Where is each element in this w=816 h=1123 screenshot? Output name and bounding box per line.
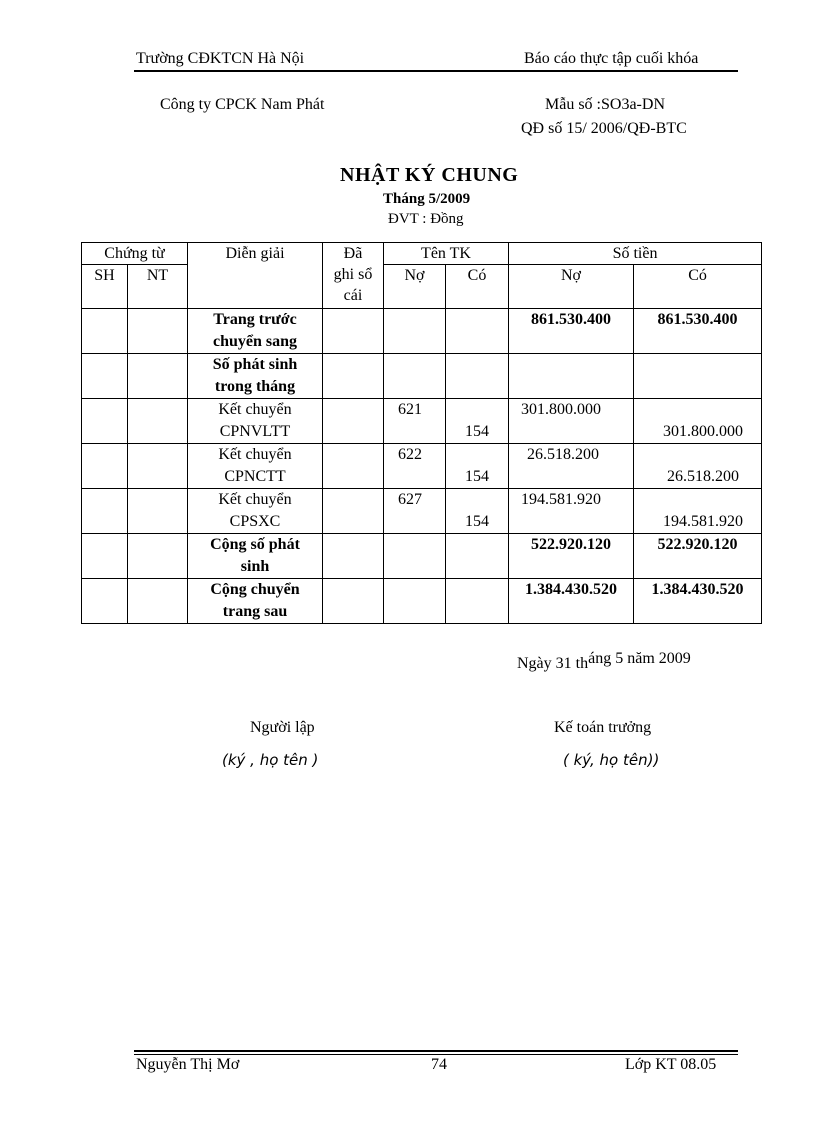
description-line: CPSXC: [229, 513, 281, 530]
cell-description: [188, 309, 323, 354]
preparer-note: (ký , họ tên ): [222, 751, 319, 769]
cell-posted: [323, 534, 384, 579]
cell-sh: [82, 579, 128, 624]
cell-tk-co: [446, 534, 509, 579]
header-amount-co: Có: [634, 265, 762, 309]
decision-number: QĐ số 15/ 2006/QĐ-BTC: [521, 120, 687, 137]
cell-amount-no: 194.581.920: [509, 489, 634, 534]
cell-amount-no: 26.518.200: [509, 444, 634, 489]
cell-amount-co: 301.800.000: [634, 399, 762, 444]
cell-nt: [128, 534, 188, 579]
description-line: Trang trước: [213, 311, 297, 328]
cell-amount-no: 861.530.400: [509, 309, 634, 354]
table-row: [82, 399, 762, 444]
footer-page-number: 74: [431, 1056, 447, 1073]
description-line: Kết chuyển: [218, 401, 292, 418]
cell-posted: [323, 309, 384, 354]
cell-amount-no: 1.384.430.520: [509, 579, 634, 624]
header-report-title: Báo cáo thực tập cuối khóa: [524, 50, 699, 67]
table-row: [82, 534, 762, 579]
header-tk-co: Có: [446, 265, 509, 309]
cell-tk-no: [384, 309, 446, 354]
cell-description: [188, 489, 323, 534]
cell-description: [188, 579, 323, 624]
header-school: Trường CĐKTCN Hà Nội: [136, 50, 305, 67]
header-da-ghi-so: [323, 243, 384, 309]
cell-posted: [323, 579, 384, 624]
description-line: CPNCTT: [224, 468, 286, 485]
description-line: Số phát sinh: [212, 356, 298, 373]
header-rule: [134, 70, 738, 72]
description-line: Kết chuyển: [218, 446, 292, 463]
table-header-row-1: [82, 243, 762, 265]
cell-amount-no: 301.800.000: [509, 399, 634, 444]
cell-nt: [128, 579, 188, 624]
header-so-tien: Số tiền: [509, 243, 762, 265]
preparer-label: Người lập: [250, 719, 315, 736]
date-line-part2: áng 5 năm 2009: [588, 650, 691, 667]
journal-title: NHẬT KÝ CHUNG: [340, 164, 519, 186]
footer-class: Lớp KT 08.05: [625, 1056, 717, 1073]
cell-tk-co: [446, 309, 509, 354]
header-ten-tk: Tên TK: [384, 243, 509, 265]
cell-sh: [82, 309, 128, 354]
table-row: [82, 444, 762, 489]
cell-description: [188, 354, 323, 399]
cell-description: [188, 534, 323, 579]
cell-sh: [82, 534, 128, 579]
header-tk-no: Nợ: [384, 265, 446, 309]
cell-tk-no: [384, 354, 446, 399]
description-line: sinh: [240, 558, 270, 575]
journal-table: [81, 242, 762, 624]
cell-tk-co: [446, 579, 509, 624]
table-header-row-2: [82, 265, 762, 309]
table-row: [82, 489, 762, 534]
cell-tk-co: 154: [446, 489, 509, 534]
description-line: trong tháng: [214, 378, 296, 395]
cell-tk-co: 154: [446, 399, 509, 444]
currency-unit: ĐVT : Đồng: [388, 211, 464, 227]
footer-author: Nguyễn Thị Mơ: [136, 1056, 240, 1073]
footer-rule: [134, 1050, 738, 1052]
cell-posted: [323, 354, 384, 399]
company-name: Công ty CPCK Nam Phát: [160, 96, 325, 113]
cell-posted: [323, 489, 384, 534]
cell-tk-no: [384, 534, 446, 579]
cell-nt: [128, 309, 188, 354]
description-line: Kết chuyển: [218, 491, 292, 508]
cell-amount-no: [509, 354, 634, 399]
cell-amount-co: 26.518.200: [634, 444, 762, 489]
cell-tk-no: 627: [384, 489, 446, 534]
header-chung-tu: Chứng từ: [82, 243, 188, 265]
cell-amount-no: 522.920.120: [509, 534, 634, 579]
cell-sh: [82, 399, 128, 444]
table-row: [82, 354, 762, 399]
cell-amount-co: 194.581.920: [634, 489, 762, 534]
header-dien-giai: Diễn giải: [188, 243, 323, 309]
journal-month: Tháng 5/2009: [383, 191, 471, 207]
cell-nt: [128, 444, 188, 489]
chief-accountant-note: ( ký, họ tên)): [563, 751, 660, 769]
cell-nt: [128, 489, 188, 534]
description-line: CPNVLTT: [219, 423, 291, 440]
cell-posted: [323, 444, 384, 489]
cell-amount-co: 861.530.400: [634, 309, 762, 354]
cell-tk-co: 154: [446, 444, 509, 489]
header-da-ghi-so-line: cái: [343, 287, 363, 304]
cell-sh: [82, 354, 128, 399]
cell-tk-no: 621: [384, 399, 446, 444]
cell-nt: [128, 399, 188, 444]
footer-rule-thin: [134, 1054, 738, 1055]
cell-description: [188, 399, 323, 444]
description-line: trang sau: [222, 603, 288, 620]
cell-tk-no: [384, 579, 446, 624]
cell-amount-co: [634, 354, 762, 399]
header-nt: NT: [128, 265, 188, 309]
cell-description: [188, 444, 323, 489]
cell-sh: [82, 489, 128, 534]
table-row: [82, 579, 762, 624]
header-da-ghi-so-line: ghi sổ: [333, 266, 373, 283]
cell-amount-co: 522.920.120: [634, 534, 762, 579]
header-sh: SH: [82, 265, 128, 309]
cell-tk-co: [446, 354, 509, 399]
cell-nt: [128, 354, 188, 399]
header-da-ghi-so-line: Đã: [343, 245, 363, 262]
cell-sh: [82, 444, 128, 489]
date-line: [517, 650, 691, 672]
description-line: Cộng số phát: [210, 536, 300, 553]
cell-tk-no: 622: [384, 444, 446, 489]
chief-accountant-label: Kế toán trưởng: [554, 719, 652, 736]
form-code: Mẫu số :SO3a-DN: [545, 96, 665, 113]
cell-posted: [323, 399, 384, 444]
header-amount-no: Nợ: [509, 265, 634, 309]
table-row: [82, 309, 762, 354]
cell-amount-co: 1.384.430.520: [634, 579, 762, 624]
date-line-part1: Ngày 31 th: [517, 655, 589, 672]
description-line: Cộng chuyển: [210, 581, 300, 598]
description-line: chuyển sang: [212, 333, 298, 350]
